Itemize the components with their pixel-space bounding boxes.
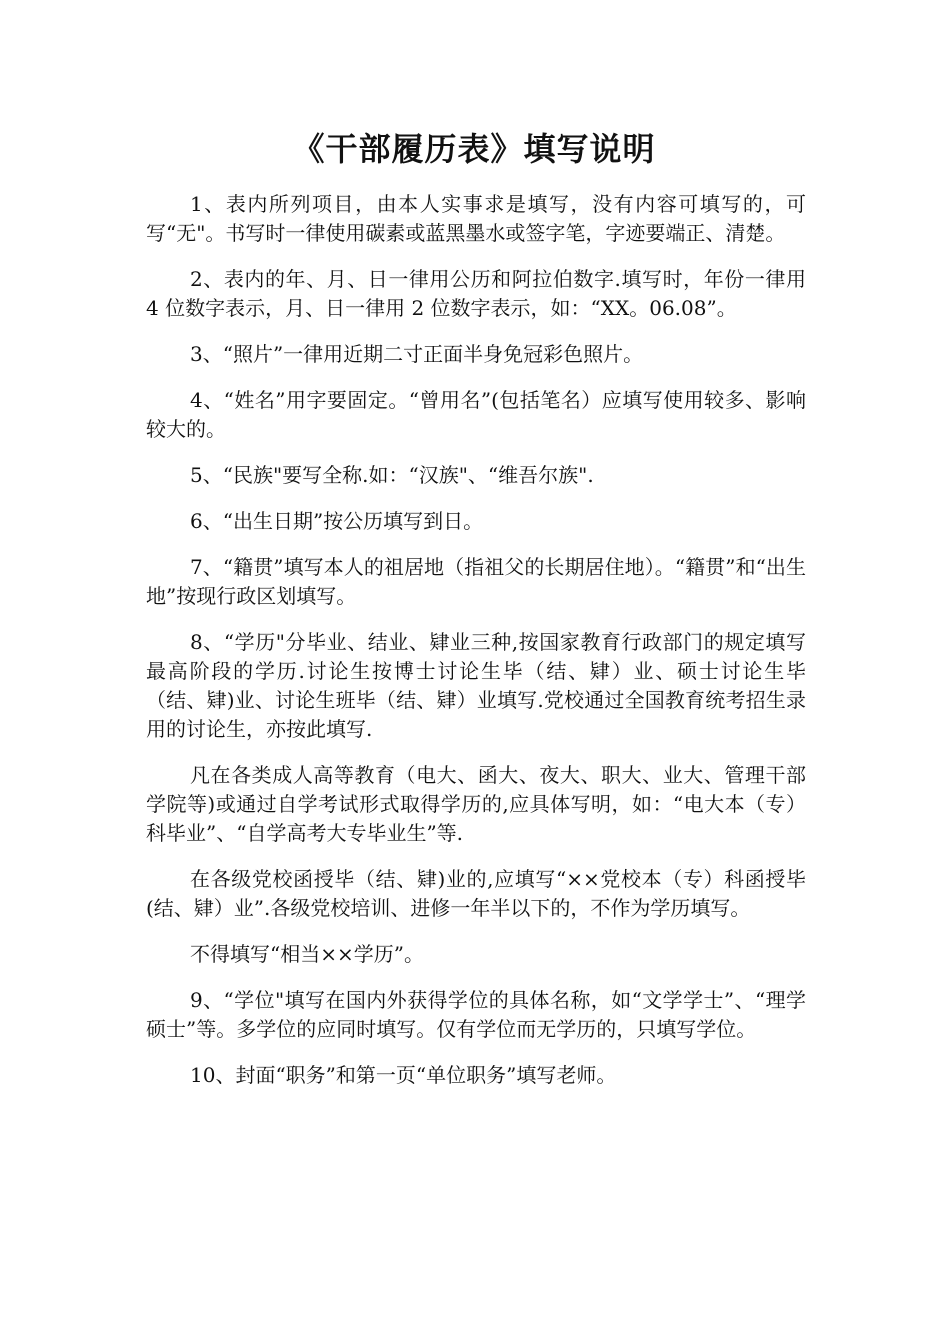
paragraph-12: 9、“学位"填写在国内外获得学位的具体名称，如“文学学士”、“理学硕士”等。多学位的应同时填写。仅有学位而无学历的，只填写学位。 — [146, 988, 806, 1041]
paragraph-6: 6、“出生日期”按公历填写到日。 — [190, 509, 484, 533]
paragraph-5: 5、“民族"要写全称.如：“汉族"、“维吾尔族". — [190, 463, 594, 487]
paragraph-4: 4、“姓名”用字要固定。“曾用名”(包括笔名）应填写使用较多、影响较大的。 — [146, 388, 806, 441]
paragraph-13: 10、封面“职务”和第一页“单位职务”填写老师。 — [190, 1063, 617, 1087]
paragraph-1: 1、表内所列项目，由本人实事求是填写，没有内容可填写的，可写“无"。书写时一律使用碳素或蓝黑墨水或签字笔，字迹要端正、清楚。 — [146, 192, 806, 245]
paragraph-8: 8、“学历"分毕业、结业、肄业三种,按国家教育行政部门的规定填写最高阶段的学历.讨论生按博士讨论生毕（结、肄）业、硕士讨论生毕（结、肄)业、讨论生班毕（结、肄）业填写.党校通过全国教育统考招生录用的讨论生，亦按此填写. — [146, 630, 806, 741]
paragraph-9: 凡在各类成人高等教育（电大、函大、夜大、职大、业大、管理干部学院等)或通过自学考试形式取得学历的,应具体写明，如：“电大本（专）科毕业”、“自学高考大专毕业生”等. — [146, 763, 806, 845]
paragraph-10: 在各级党校函授毕（结、肄)业的,应填写“××党校本（专）科函授毕(结、肄）业”.各级党校培训、进修一年半以下的，不作为学历填写。 — [146, 867, 806, 920]
paragraph-7: 7、“籍贯”填写本人的祖居地（指祖父的长期居住地）。“籍贯”和“出生地”按现行政区划填写。 — [146, 555, 806, 608]
document-page — [146, 124, 806, 1107]
paragraph-11: 不得填写“相当××学历”。 — [190, 942, 424, 966]
paragraph-2: 2、表内的年、月、日一律用公历和阿拉伯数字.填写时，年份一律用 4 位数字表示，月、日一律用 2 位数字表示，如：“XX。06.08”。 — [146, 267, 806, 320]
document-title: 《干部履历表》填写说明 — [292, 130, 656, 168]
paragraph-3: 3、“照片”一律用近期二寸正面半身免冠彩色照片。 — [190, 342, 644, 366]
